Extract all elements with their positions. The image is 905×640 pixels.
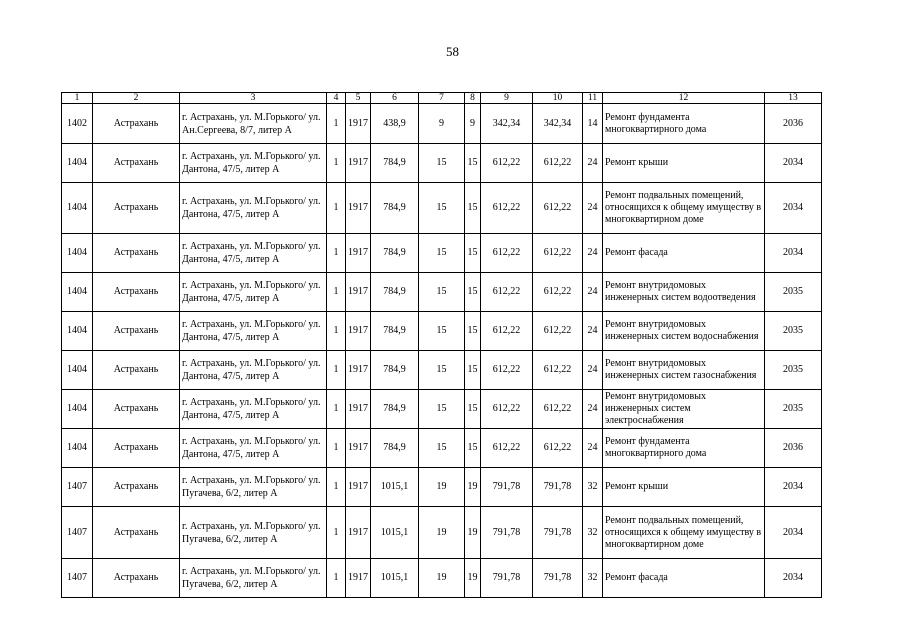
col-city-cell: Астрахань [93,468,180,507]
col-c8-cell: 19 [465,468,481,507]
col-city-cell: Астрахань [93,390,180,429]
col-work-type-cell: Ремонт фундамента многоквартирного дома [603,429,765,468]
col-c9-cell: 612,22 [481,351,533,390]
col-planned-year-cell: 2034 [765,234,822,273]
col-c7-cell: 19 [419,468,465,507]
col-c11-cell: 24 [583,183,603,234]
col-c7-cell: 15 [419,312,465,351]
col-c7-cell: 15 [419,351,465,390]
page-number: 58 [446,44,459,59]
col-row-id-cell: 1404 [62,234,93,273]
col-planned-year-cell: 2035 [765,351,822,390]
col-planned-year-cell: 2035 [765,390,822,429]
col-address-cell: г. Астрахань, ул. М.Горького/ ул. Дантона, 47/5, литер А [180,144,327,183]
col-city-cell: Астрахань [93,351,180,390]
col-area-cell: 784,9 [371,312,419,351]
table-row [62,144,822,183]
header-col-c9: 9 [481,93,533,104]
col-c11-cell: 32 [583,507,603,559]
col-row-id-cell: 1404 [62,429,93,468]
table-row [62,507,822,559]
col-c7-cell: 19 [419,507,465,559]
col-planned-year-cell: 2035 [765,273,822,312]
col-city-cell: Астрахань [93,183,180,234]
header-col-c11: 11 [583,93,603,104]
col-year-cell: 1917 [346,351,371,390]
col-c11-cell: 24 [583,312,603,351]
col-c9-cell: 612,22 [481,429,533,468]
table-row [62,312,822,351]
col-c9-cell: 612,22 [481,390,533,429]
col-c9-cell: 791,78 [481,559,533,598]
col-row-id-cell: 1402 [62,104,93,144]
col-c11-cell: 24 [583,144,603,183]
col-area-cell: 784,9 [371,273,419,312]
col-c4-cell: 1 [327,429,346,468]
col-c4-cell: 1 [327,351,346,390]
col-c4-cell: 1 [327,468,346,507]
col-c10-cell: 612,22 [533,234,583,273]
col-c10-cell: 612,22 [533,390,583,429]
header-col-city: 2 [93,93,180,104]
table-row [62,104,822,144]
col-planned-year-cell: 2034 [765,507,822,559]
col-area-cell: 438,9 [371,104,419,144]
col-c11-cell: 24 [583,429,603,468]
table-row [62,183,822,234]
col-planned-year-cell: 2034 [765,468,822,507]
col-year-cell: 1917 [346,104,371,144]
col-address-cell: г. Астрахань, ул. М.Горького/ ул. Ан.Сергеева, 8/7, литер А [180,104,327,144]
col-c8-cell: 15 [465,351,481,390]
header-col-c4: 4 [327,93,346,104]
col-c9-cell: 612,22 [481,183,533,234]
col-c10-cell: 612,22 [533,429,583,468]
col-c11-cell: 24 [583,273,603,312]
header-col-year: 5 [346,93,371,104]
col-address-cell: г. Астрахань, ул. М.Горького/ ул. Пугачева, 6/2, литер А [180,507,327,559]
col-row-id-cell: 1407 [62,507,93,559]
col-address-cell: г. Астрахань, ул. М.Горького/ ул. Пугачева, 6/2, литер А [180,468,327,507]
table-row [62,273,822,312]
col-c4-cell: 1 [327,144,346,183]
col-year-cell: 1917 [346,507,371,559]
col-planned-year-cell: 2034 [765,559,822,598]
col-work-type-cell: Ремонт фасада [603,559,765,598]
col-row-id-cell: 1404 [62,351,93,390]
col-c4-cell: 1 [327,273,346,312]
col-c9-cell: 791,78 [481,507,533,559]
col-row-id-cell: 1404 [62,312,93,351]
header-col-c10: 10 [533,93,583,104]
col-c10-cell: 791,78 [533,507,583,559]
col-c9-cell: 342,34 [481,104,533,144]
col-city-cell: Астрахань [93,273,180,312]
col-c9-cell: 612,22 [481,273,533,312]
table-row [62,234,822,273]
col-address-cell: г. Астрахань, ул. М.Горького/ ул. Дантона, 47/5, литер А [180,351,327,390]
col-c7-cell: 15 [419,144,465,183]
table-row [62,390,822,429]
col-c7-cell: 15 [419,429,465,468]
col-c8-cell: 9 [465,104,481,144]
col-c7-cell: 15 [419,183,465,234]
col-work-type-cell: Ремонт крыши [603,144,765,183]
header-col-c7: 7 [419,93,465,104]
col-year-cell: 1917 [346,234,371,273]
col-c10-cell: 342,34 [533,104,583,144]
col-row-id-cell: 1407 [62,559,93,598]
col-area-cell: 784,9 [371,144,419,183]
col-planned-year-cell: 2036 [765,104,822,144]
capital-repair-table [61,92,822,598]
col-city-cell: Астрахань [93,429,180,468]
header-col-address: 3 [180,93,327,104]
col-c8-cell: 15 [465,429,481,468]
col-c11-cell: 14 [583,104,603,144]
col-c7-cell: 15 [419,234,465,273]
col-work-type-cell: Ремонт внутридомовых инженерных систем электроснабжения [603,390,765,429]
col-planned-year-cell: 2034 [765,144,822,183]
col-address-cell: г. Астрахань, ул. М.Горького/ ул. Дантона, 47/5, литер А [180,234,327,273]
col-c9-cell: 612,22 [481,234,533,273]
col-planned-year-cell: 2034 [765,183,822,234]
col-city-cell: Астрахань [93,559,180,598]
col-c10-cell: 612,22 [533,144,583,183]
col-area-cell: 1015,1 [371,507,419,559]
col-c8-cell: 19 [465,507,481,559]
header-col-area: 6 [371,93,419,104]
col-year-cell: 1917 [346,183,371,234]
col-c4-cell: 1 [327,183,346,234]
col-address-cell: г. Астрахань, ул. М.Горького/ ул. Дантона, 47/5, литер А [180,183,327,234]
col-work-type-cell: Ремонт подвальных помещений, относящихся к общему имуществу в многоквартирном доме [603,507,765,559]
col-c9-cell: 612,22 [481,312,533,351]
col-year-cell: 1917 [346,429,371,468]
col-work-type-cell: Ремонт внутридомовых инженерных систем газоснабжения [603,351,765,390]
col-area-cell: 1015,1 [371,559,419,598]
col-city-cell: Астрахань [93,312,180,351]
col-c8-cell: 15 [465,273,481,312]
table-row [62,351,822,390]
col-year-cell: 1917 [346,390,371,429]
col-c4-cell: 1 [327,390,346,429]
col-c8-cell: 15 [465,183,481,234]
col-c4-cell: 1 [327,559,346,598]
col-c11-cell: 24 [583,351,603,390]
col-c4-cell: 1 [327,507,346,559]
col-c11-cell: 32 [583,559,603,598]
col-c8-cell: 15 [465,390,481,429]
col-work-type-cell: Ремонт внутридомовых инженерных систем водоотведения [603,273,765,312]
col-row-id-cell: 1404 [62,183,93,234]
col-year-cell: 1917 [346,312,371,351]
col-city-cell: Астрахань [93,507,180,559]
col-c7-cell: 15 [419,390,465,429]
col-address-cell: г. Астрахань, ул. М.Горького/ ул. Дантона, 47/5, литер А [180,312,327,351]
col-city-cell: Астрахань [93,144,180,183]
header-col-work-type: 12 [603,93,765,104]
col-c10-cell: 612,22 [533,273,583,312]
col-c10-cell: 612,22 [533,183,583,234]
col-c10-cell: 791,78 [533,559,583,598]
col-c11-cell: 24 [583,234,603,273]
col-work-type-cell: Ремонт фундамента многоквартирного дома [603,104,765,144]
col-area-cell: 1015,1 [371,468,419,507]
col-c7-cell: 19 [419,559,465,598]
table-row [62,468,822,507]
col-c4-cell: 1 [327,104,346,144]
col-c8-cell: 15 [465,144,481,183]
col-c9-cell: 612,22 [481,144,533,183]
table-row [62,559,822,598]
col-c7-cell: 15 [419,273,465,312]
col-work-type-cell: Ремонт внутридомовых инженерных систем водоснабжения [603,312,765,351]
col-row-id-cell: 1404 [62,390,93,429]
col-row-id-cell: 1407 [62,468,93,507]
header-col-c8: 8 [465,93,481,104]
col-row-id-cell: 1404 [62,144,93,183]
col-work-type-cell: Ремонт подвальных помещений, относящихся к общему имуществу в многоквартирном доме [603,183,765,234]
col-c11-cell: 32 [583,468,603,507]
col-c8-cell: 15 [465,312,481,351]
col-year-cell: 1917 [346,273,371,312]
col-area-cell: 784,9 [371,234,419,273]
col-city-cell: Астрахань [93,234,180,273]
col-area-cell: 784,9 [371,429,419,468]
col-area-cell: 784,9 [371,351,419,390]
col-address-cell: г. Астрахань, ул. М.Горького/ ул. Дантона, 47/5, литер А [180,429,327,468]
col-c10-cell: 612,22 [533,312,583,351]
col-c10-cell: 791,78 [533,468,583,507]
col-work-type-cell: Ремонт крыши [603,468,765,507]
col-year-cell: 1917 [346,144,371,183]
col-c8-cell: 19 [465,559,481,598]
col-planned-year-cell: 2036 [765,429,822,468]
header-col-row-id: 1 [62,93,93,104]
header-col-planned-year: 13 [765,93,822,104]
col-address-cell: г. Астрахань, ул. М.Горького/ ул. Пугачева, 6/2, литер А [180,559,327,598]
col-c9-cell: 791,78 [481,468,533,507]
col-c4-cell: 1 [327,234,346,273]
col-planned-year-cell: 2035 [765,312,822,351]
col-row-id-cell: 1404 [62,273,93,312]
col-address-cell: г. Астрахань, ул. М.Горького/ ул. Дантона, 47/5, литер А [180,390,327,429]
col-work-type-cell: Ремонт фасада [603,234,765,273]
col-address-cell: г. Астрахань, ул. М.Горького/ ул. Дантона, 47/5, литер А [180,273,327,312]
col-c8-cell: 15 [465,234,481,273]
col-year-cell: 1917 [346,468,371,507]
col-year-cell: 1917 [346,559,371,598]
col-c4-cell: 1 [327,312,346,351]
table-header-row [62,93,822,104]
col-c11-cell: 24 [583,390,603,429]
col-area-cell: 784,9 [371,390,419,429]
table-row [62,429,822,468]
col-area-cell: 784,9 [371,183,419,234]
col-c7-cell: 9 [419,104,465,144]
col-c10-cell: 612,22 [533,351,583,390]
col-city-cell: Астрахань [93,104,180,144]
